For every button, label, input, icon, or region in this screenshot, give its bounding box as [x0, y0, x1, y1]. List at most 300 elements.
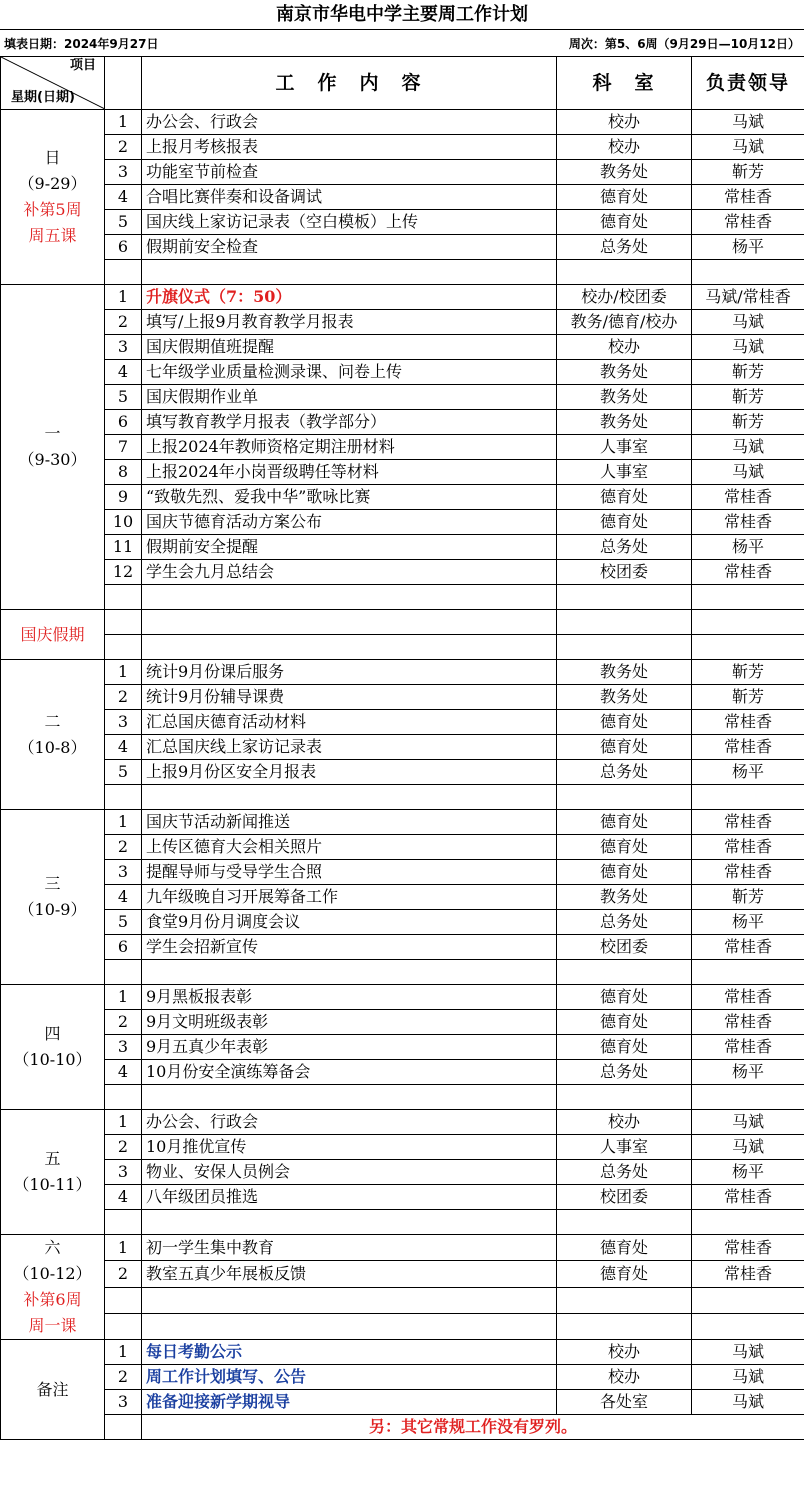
row-number: 3 — [105, 1160, 142, 1185]
work-content: 10月推优宣传 — [142, 1135, 557, 1160]
blank-row — [1, 1313, 804, 1339]
leader-empty — [692, 1210, 804, 1235]
weekday-label: （10-11） — [13, 1175, 92, 1194]
table-row — [1, 185, 804, 210]
department: 人事室 — [557, 435, 692, 460]
blank-row — [1, 785, 804, 810]
row-number: 1 — [105, 660, 142, 685]
department: 校团委 — [557, 560, 692, 585]
department: 教务处 — [557, 385, 692, 410]
department: 校办/校团委 — [557, 285, 692, 310]
weekday-note: 补第5周 — [23, 200, 82, 219]
header-corner-cell — [1, 57, 105, 110]
subheader — [0, 30, 804, 56]
leader: 马斌 — [692, 460, 804, 485]
work-content: 升旗仪式（7：50） — [142, 285, 557, 310]
blank-row — [1, 610, 804, 635]
header-leader: 负责领导 — [692, 57, 804, 110]
table-row — [1, 760, 804, 785]
row-number: 3 — [105, 1390, 142, 1415]
leader: 杨平 — [692, 760, 804, 785]
leader: 马斌 — [692, 435, 804, 460]
table-row — [1, 1160, 804, 1185]
table-row — [1, 885, 804, 910]
work-content-empty — [142, 635, 557, 660]
row-number: 1 — [105, 1110, 142, 1135]
row-number-empty — [105, 585, 142, 610]
work-content: 准备迎接新学期视导 — [142, 1390, 557, 1415]
work-content: 办公会、行政会 — [142, 110, 557, 135]
work-content: 提醒导师与受导学生合照 — [142, 860, 557, 885]
table-row — [1, 985, 804, 1010]
department: 教务处 — [557, 360, 692, 385]
row-number: 5 — [105, 910, 142, 935]
work-content-empty — [142, 1313, 557, 1339]
row-number: 1 — [105, 810, 142, 835]
row-number: 4 — [105, 885, 142, 910]
weekday-cell — [1, 1340, 105, 1440]
leader: 靳芳 — [692, 385, 804, 410]
leader-empty — [692, 785, 804, 810]
row-number: 4 — [105, 1185, 142, 1210]
leader: 靳芳 — [692, 360, 804, 385]
department-empty — [557, 260, 692, 285]
weekday-label: （9-30） — [18, 450, 87, 469]
row-number: 5 — [105, 760, 142, 785]
footnote: 另：其它常规工作没有罗列。 — [142, 1415, 804, 1440]
row-number: 3 — [105, 860, 142, 885]
leader-empty — [692, 260, 804, 285]
leader: 常桂香 — [692, 710, 804, 735]
table-row — [1, 1365, 804, 1390]
weekday-cell — [1, 1110, 105, 1235]
department: 教务处 — [557, 410, 692, 435]
leader: 靳芳 — [692, 685, 804, 710]
leader: 马斌 — [692, 1110, 804, 1135]
page-title: 南京市华电中学主要周工作计划 — [0, 0, 804, 30]
row-number: 2 — [105, 1365, 142, 1390]
row-number-empty — [105, 1210, 142, 1235]
leader: 马斌 — [692, 1340, 804, 1365]
weekday-note: 周五课 — [28, 226, 77, 245]
table-row — [1, 660, 804, 685]
leader: 靳芳 — [692, 410, 804, 435]
row-number-empty — [105, 785, 142, 810]
row-number: 4 — [105, 735, 142, 760]
leader: 马斌 — [692, 1365, 804, 1390]
leader: 常桂香 — [692, 810, 804, 835]
department: 总务处 — [557, 760, 692, 785]
header-num-cell — [105, 57, 142, 110]
department: 校办 — [557, 110, 692, 135]
blank-row — [1, 1210, 804, 1235]
table-row — [1, 810, 804, 835]
row-number: 2 — [105, 685, 142, 710]
weekday-label: （10-9） — [18, 900, 87, 919]
department: 教务处 — [557, 685, 692, 710]
work-content: 八年级团员推选 — [142, 1185, 557, 1210]
leader: 杨平 — [692, 235, 804, 260]
row-number-empty — [105, 1313, 142, 1339]
table-row — [1, 410, 804, 435]
leader: 杨平 — [692, 910, 804, 935]
table-row — [1, 435, 804, 460]
department-empty — [557, 960, 692, 985]
table-row — [1, 1390, 804, 1415]
department: 德育处 — [557, 485, 692, 510]
leader: 杨平 — [692, 535, 804, 560]
weekday-label: 备注 — [36, 1379, 69, 1399]
leader: 常桂香 — [692, 1235, 804, 1261]
row-number: 10 — [105, 510, 142, 535]
work-content: 国庆节活动新闻推送 — [142, 810, 557, 835]
table-row — [1, 1035, 804, 1060]
work-content: 合唱比赛伴奏和设备调试 — [142, 185, 557, 210]
work-content-empty — [142, 1287, 557, 1313]
department: 德育处 — [557, 860, 692, 885]
blank-row — [1, 960, 804, 985]
header-content: 工 作 内 容 — [142, 57, 557, 110]
department: 德育处 — [557, 985, 692, 1010]
table-row — [1, 1340, 804, 1365]
work-content: 9月黑板报表彰 — [142, 985, 557, 1010]
table-row — [1, 310, 804, 335]
department: 德育处 — [557, 835, 692, 860]
work-content: 每日考勤公示 — [142, 1340, 557, 1365]
table-row — [1, 1235, 804, 1261]
department: 校办 — [557, 1365, 692, 1390]
work-content: 物业、安保人员例会 — [142, 1160, 557, 1185]
leader: 马斌 — [692, 335, 804, 360]
row-number-empty — [105, 610, 142, 635]
leader-empty — [692, 1313, 804, 1339]
work-content: “致敬先烈、爱我中华”歌咏比赛 — [142, 485, 557, 510]
work-content: 学生会九月总结会 — [142, 560, 557, 585]
row-number: 3 — [105, 710, 142, 735]
department: 德育处 — [557, 1261, 692, 1287]
row-number: 2 — [105, 1010, 142, 1035]
department-empty — [557, 635, 692, 660]
row-number-empty — [105, 960, 142, 985]
weekday-cell — [1, 985, 105, 1110]
work-content: 假期前安全检查 — [142, 235, 557, 260]
table-row — [1, 910, 804, 935]
work-content: 周工作计划填写、公告 — [142, 1365, 557, 1390]
weekday-cell — [1, 610, 105, 660]
header-corner-weekday: 星期(日期) — [11, 90, 75, 105]
department: 德育处 — [557, 810, 692, 835]
work-content: 教室五真少年展板反馈 — [142, 1261, 557, 1287]
leader: 常桂香 — [692, 1261, 804, 1287]
department: 德育处 — [557, 185, 692, 210]
row-number: 1 — [105, 1235, 142, 1261]
table-row — [1, 160, 804, 185]
table-row — [1, 460, 804, 485]
weekday-label: 三 — [44, 874, 61, 893]
department: 校团委 — [557, 935, 692, 960]
department: 校办 — [557, 135, 692, 160]
table-row — [1, 385, 804, 410]
table-row — [1, 735, 804, 760]
work-content: 汇总国庆德育活动材料 — [142, 710, 557, 735]
department-empty — [557, 1210, 692, 1235]
leader: 常桂香 — [692, 510, 804, 535]
table-row — [1, 1110, 804, 1135]
row-number-empty — [105, 260, 142, 285]
work-content: 10月份安全演练筹备会 — [142, 1060, 557, 1085]
department: 教务处 — [557, 660, 692, 685]
department-empty — [557, 1313, 692, 1339]
row-number: 6 — [105, 935, 142, 960]
weekday-cell — [1, 110, 105, 285]
leader: 杨平 — [692, 1160, 804, 1185]
row-number: 2 — [105, 135, 142, 160]
row-number: 2 — [105, 835, 142, 860]
leader: 常桂香 — [692, 735, 804, 760]
header-dept: 科 室 — [557, 57, 692, 110]
department-empty — [557, 1085, 692, 1110]
blank-row — [1, 585, 804, 610]
department: 总务处 — [557, 1160, 692, 1185]
weekday-label: 日 — [44, 148, 61, 167]
table-row — [1, 485, 804, 510]
leader: 马斌 — [692, 310, 804, 335]
work-content: 假期前安全提醒 — [142, 535, 557, 560]
leader: 靳芳 — [692, 160, 804, 185]
weekday-label: （10-8） — [18, 737, 87, 757]
leader: 马斌 — [692, 135, 804, 160]
work-content: 上报9月份区安全月报表 — [142, 760, 557, 785]
work-content: 国庆线上家访记录表（空白模板）上传 — [142, 210, 557, 235]
department-empty — [557, 610, 692, 635]
department: 校团委 — [557, 1185, 692, 1210]
table-row — [1, 1261, 804, 1287]
weekday-label: （10-10） — [13, 1050, 92, 1069]
row-number: 1 — [105, 285, 142, 310]
table-row — [1, 335, 804, 360]
blank-row — [1, 635, 804, 660]
weekday-cell — [1, 1235, 105, 1340]
department: 教务处 — [557, 160, 692, 185]
work-content-empty — [142, 1085, 557, 1110]
table-row — [1, 235, 804, 260]
row-number: 2 — [105, 1135, 142, 1160]
work-content: 上传区德育大会相关照片 — [142, 835, 557, 860]
row-number: 6 — [105, 410, 142, 435]
week-info: 周次：第5、6周（9月29日—10月12日） — [568, 36, 800, 51]
leader: 常桂香 — [692, 185, 804, 210]
table-row — [1, 1010, 804, 1035]
work-content-empty — [142, 960, 557, 985]
leader: 常桂香 — [692, 860, 804, 885]
header-corner-item: 项目 — [69, 58, 96, 73]
work-content: 填写教育教学月报表（教学部分） — [142, 410, 557, 435]
row-number: 2 — [105, 310, 142, 335]
department: 教务/德育/校办 — [557, 310, 692, 335]
department: 人事室 — [557, 1135, 692, 1160]
leader: 杨平 — [692, 1060, 804, 1085]
table-row — [1, 860, 804, 885]
table-row — [1, 710, 804, 735]
work-content: 国庆假期作业单 — [142, 385, 557, 410]
work-content: 统计9月份课后服务 — [142, 660, 557, 685]
leader-empty — [692, 1085, 804, 1110]
row-number-empty — [105, 1415, 142, 1440]
weekday-note: 周一课 — [28, 1316, 77, 1335]
work-content: 国庆节德育活动方案公布 — [142, 510, 557, 535]
department-empty — [557, 585, 692, 610]
row-number: 1 — [105, 1340, 142, 1365]
row-number-empty — [105, 1287, 142, 1313]
department: 德育处 — [557, 735, 692, 760]
row-number: 9 — [105, 485, 142, 510]
fill-date: 填表日期：2024年9月27日 — [4, 36, 159, 51]
weekday-label: 四 — [44, 1024, 61, 1043]
blank-row — [1, 1085, 804, 1110]
row-number: 1 — [105, 985, 142, 1010]
leader-empty — [692, 585, 804, 610]
work-content: 上报2024年教师资格定期注册材料 — [142, 435, 557, 460]
row-number: 3 — [105, 335, 142, 360]
row-number: 4 — [105, 360, 142, 385]
row-number: 12 — [105, 560, 142, 585]
leader-empty — [692, 635, 804, 660]
leader: 常桂香 — [692, 210, 804, 235]
row-number: 6 — [105, 235, 142, 260]
weekday-label: 二 — [44, 711, 61, 731]
department: 德育处 — [557, 710, 692, 735]
work-content: 汇总国庆线上家访记录表 — [142, 735, 557, 760]
weekday-label: 五 — [44, 1149, 61, 1168]
department: 校办 — [557, 1110, 692, 1135]
table-row — [1, 1060, 804, 1085]
table-row — [1, 360, 804, 385]
leader: 马斌 — [692, 110, 804, 135]
table-row — [1, 1185, 804, 1210]
work-content: 九年级晚自习开展筹备工作 — [142, 885, 557, 910]
leader: 马斌/常桂香 — [692, 285, 804, 310]
leader: 常桂香 — [692, 1010, 804, 1035]
work-content-empty — [142, 1210, 557, 1235]
weekday-label: （9-29） — [18, 174, 87, 193]
table-row — [1, 685, 804, 710]
row-number: 7 — [105, 435, 142, 460]
row-number: 3 — [105, 1035, 142, 1060]
table-row — [1, 110, 804, 135]
blank-row — [1, 1287, 804, 1313]
department: 总务处 — [557, 535, 692, 560]
department: 总务处 — [557, 910, 692, 935]
work-content-empty — [142, 610, 557, 635]
weekday-note: 补第6周 — [23, 1290, 82, 1309]
department: 各处室 — [557, 1390, 692, 1415]
row-number: 8 — [105, 460, 142, 485]
work-content: 学生会招新宣传 — [142, 935, 557, 960]
table-row — [1, 835, 804, 860]
weekday-cell — [1, 810, 105, 985]
table-row — [1, 210, 804, 235]
department: 校办 — [557, 335, 692, 360]
row-number: 11 — [105, 535, 142, 560]
row-number-empty — [105, 635, 142, 660]
department: 德育处 — [557, 510, 692, 535]
department: 德育处 — [557, 1035, 692, 1060]
work-content: 功能室节前检查 — [142, 160, 557, 185]
table-row — [1, 510, 804, 535]
leader: 常桂香 — [692, 560, 804, 585]
work-content: 上报月考核报表 — [142, 135, 557, 160]
department: 校办 — [557, 1340, 692, 1365]
work-content: 填写/上报9月教育教学月报表 — [142, 310, 557, 335]
department: 德育处 — [557, 210, 692, 235]
row-number: 5 — [105, 210, 142, 235]
department: 总务处 — [557, 1060, 692, 1085]
leader: 马斌 — [692, 1390, 804, 1415]
department-empty — [557, 785, 692, 810]
table-row — [1, 560, 804, 585]
row-number-empty — [105, 1085, 142, 1110]
weekday-cell — [1, 285, 105, 610]
row-number: 4 — [105, 1060, 142, 1085]
work-content: 初一学生集中教育 — [142, 1235, 557, 1261]
leader-empty — [692, 960, 804, 985]
table-row — [1, 535, 804, 560]
department: 教务处 — [557, 885, 692, 910]
row-number: 5 — [105, 385, 142, 410]
work-content: 食堂9月份月调度会议 — [142, 910, 557, 935]
leader: 靳芳 — [692, 885, 804, 910]
blank-row — [1, 1415, 804, 1440]
department: 德育处 — [557, 1010, 692, 1035]
work-content: 国庆假期值班提醒 — [142, 335, 557, 360]
leader: 常桂香 — [692, 835, 804, 860]
weekday-cell — [1, 660, 105, 810]
schedule-table — [0, 56, 804, 1440]
work-content: 统计9月份辅导课费 — [142, 685, 557, 710]
leader: 常桂香 — [692, 985, 804, 1010]
department: 德育处 — [557, 1235, 692, 1261]
work-content-empty — [142, 260, 557, 285]
department: 总务处 — [557, 235, 692, 260]
leader: 常桂香 — [692, 935, 804, 960]
leader: 常桂香 — [692, 1035, 804, 1060]
weekday-label: 六 — [44, 1238, 61, 1257]
weekday-label: （10-12） — [13, 1264, 92, 1283]
table-header-row — [1, 57, 804, 110]
leader: 马斌 — [692, 1135, 804, 1160]
leader: 靳芳 — [692, 660, 804, 685]
work-content: 上报2024年小岗晋级聘任等材料 — [142, 460, 557, 485]
work-content: 七年级学业质量检测录课、问卷上传 — [142, 360, 557, 385]
leader: 常桂香 — [692, 1185, 804, 1210]
table-row — [1, 935, 804, 960]
leader: 常桂香 — [692, 485, 804, 510]
table-row — [1, 135, 804, 160]
work-content-empty — [142, 585, 557, 610]
work-content-empty — [142, 785, 557, 810]
work-content: 9月五真少年表彰 — [142, 1035, 557, 1060]
table-row — [1, 1135, 804, 1160]
table-row — [1, 285, 804, 310]
row-number: 1 — [105, 110, 142, 135]
weekday-note: 国庆假期 — [20, 624, 85, 644]
row-number: 3 — [105, 160, 142, 185]
department: 人事室 — [557, 460, 692, 485]
leader-empty — [692, 610, 804, 635]
department-empty — [557, 1287, 692, 1313]
leader-empty — [692, 1287, 804, 1313]
row-number: 4 — [105, 185, 142, 210]
